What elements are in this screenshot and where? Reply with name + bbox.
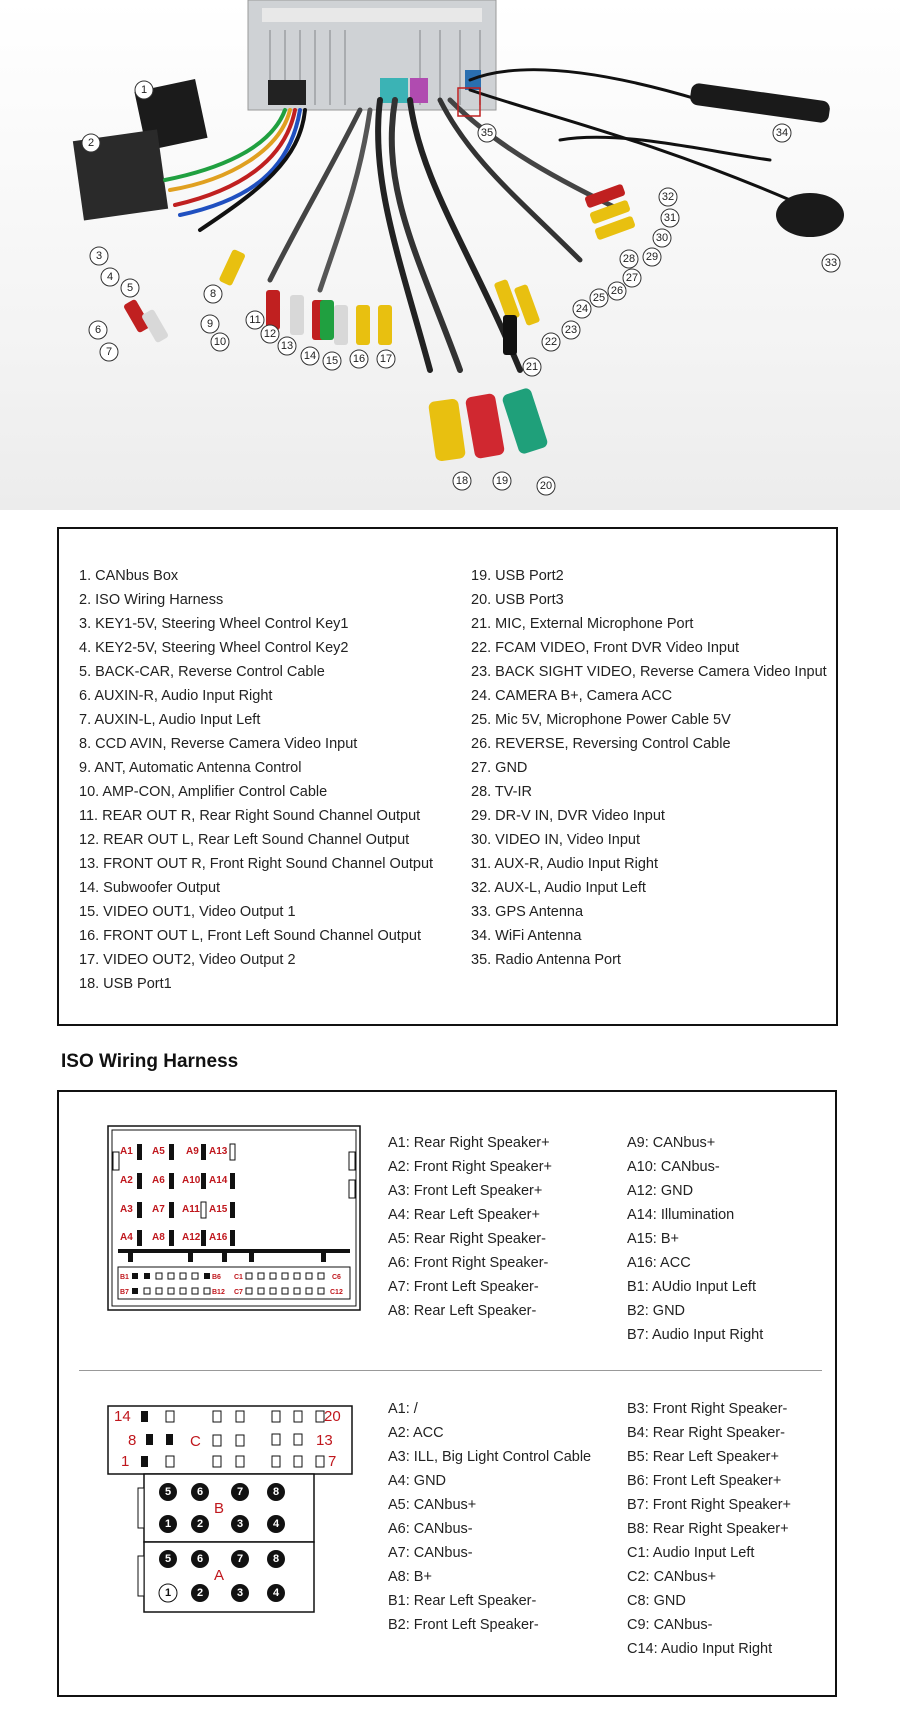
legend-item: 16. FRONT OUT L, Front Left Sound Channel Output bbox=[79, 928, 421, 944]
pin-item: A15: B+ bbox=[627, 1231, 679, 1247]
legend-item: 14. Subwoofer Output bbox=[79, 880, 221, 896]
pin-item: A1: / bbox=[388, 1401, 418, 1417]
svg-text:23: 23 bbox=[564, 324, 578, 336]
svg-text:9: 9 bbox=[206, 318, 214, 330]
svg-text:7: 7 bbox=[236, 1553, 244, 1565]
svg-text:C12: C12 bbox=[330, 1289, 343, 1296]
legend-item: 10. AMP-CON, Amplifier Control Cable bbox=[79, 784, 328, 800]
pin-item: B2: Front Left Speaker- bbox=[388, 1617, 539, 1633]
svg-text:A7: A7 bbox=[152, 1204, 165, 1215]
svg-text:1: 1 bbox=[140, 84, 148, 96]
svg-text:14: 14 bbox=[303, 350, 317, 362]
connector1-pins-column-1 bbox=[388, 1131, 552, 1323]
svg-text:26: 26 bbox=[610, 285, 624, 297]
svg-text:3: 3 bbox=[236, 1518, 244, 1530]
legend-item: 12. REAR OUT L, Rear Left Sound Channel Output bbox=[79, 832, 410, 848]
callout-32 bbox=[659, 188, 677, 206]
legend-item: 5. BACK-CAR, Reverse Control Cable bbox=[79, 664, 325, 680]
callout-13 bbox=[278, 337, 296, 355]
svg-text:10: 10 bbox=[213, 336, 227, 348]
svg-text:33: 33 bbox=[824, 257, 838, 269]
pin-item: A16: ACC bbox=[627, 1255, 691, 1271]
connector1-pins-column-2 bbox=[627, 1131, 763, 1347]
pin-item: C2: CANbus+ bbox=[627, 1569, 717, 1585]
pin-item: C1: Audio Input Left bbox=[627, 1545, 755, 1561]
pin-item: A12: GND bbox=[627, 1183, 694, 1199]
callout-22 bbox=[542, 333, 560, 351]
callout-16 bbox=[350, 350, 368, 368]
svg-text:13: 13 bbox=[280, 340, 294, 352]
callout-19 bbox=[493, 472, 511, 490]
svg-text:A4: A4 bbox=[120, 1232, 133, 1243]
legend-item: 11. REAR OUT R, Rear Right Sound Channel Output bbox=[79, 808, 421, 824]
svg-text:C1: C1 bbox=[234, 1274, 243, 1281]
svg-text:16: 16 bbox=[352, 353, 366, 365]
svg-text:7: 7 bbox=[236, 1486, 244, 1498]
pin-item: B8: Rear Right Speaker+ bbox=[627, 1521, 789, 1537]
callout-35 bbox=[478, 124, 496, 142]
svg-text:6: 6 bbox=[196, 1486, 204, 1498]
svg-text:2: 2 bbox=[196, 1518, 204, 1530]
pin-item: A10: CANbus- bbox=[627, 1159, 720, 1175]
callout-26 bbox=[608, 282, 626, 300]
pin-item: A7: CANbus- bbox=[388, 1545, 473, 1561]
iso-connector-diagram-2 bbox=[106, 1404, 366, 1634]
svg-text:30: 30 bbox=[655, 232, 669, 244]
svg-text:14: 14 bbox=[114, 1408, 131, 1425]
iso-connector-diagram-1 bbox=[106, 1124, 366, 1314]
callout-30 bbox=[653, 229, 671, 247]
pin-item: B2: GND bbox=[627, 1303, 686, 1319]
callout-3 bbox=[90, 247, 108, 265]
section-divider bbox=[79, 1370, 822, 1371]
svg-text:8: 8 bbox=[272, 1553, 280, 1565]
legend-item: 27. GND bbox=[471, 760, 528, 776]
pin-item: A5: CANbus+ bbox=[388, 1497, 477, 1513]
callout-28 bbox=[620, 250, 638, 268]
callout-24 bbox=[573, 300, 591, 318]
callout-14 bbox=[301, 347, 319, 365]
callout-8 bbox=[204, 285, 222, 303]
pin-item: C14: Audio Input Right bbox=[627, 1641, 773, 1657]
wiring-harness-photo bbox=[0, 0, 900, 510]
svg-text:6: 6 bbox=[94, 324, 102, 336]
pin-item: A4: Rear Left Speaker+ bbox=[388, 1207, 540, 1223]
svg-text:B: B bbox=[214, 1500, 225, 1517]
svg-text:27: 27 bbox=[625, 272, 639, 284]
svg-text:5: 5 bbox=[164, 1553, 172, 1565]
pin-item: A4: GND bbox=[388, 1473, 447, 1489]
callout-29 bbox=[643, 248, 661, 266]
svg-text:5: 5 bbox=[126, 282, 134, 294]
callout-31 bbox=[661, 209, 679, 227]
callout-9 bbox=[201, 315, 219, 333]
svg-text:B7: B7 bbox=[120, 1289, 129, 1296]
iso-wiring-box bbox=[57, 1090, 837, 1697]
svg-text:21: 21 bbox=[525, 361, 539, 373]
svg-text:3: 3 bbox=[95, 250, 103, 262]
legend-item: 3. KEY1-5V, Steering Wheel Control Key1 bbox=[79, 616, 349, 632]
svg-text:4: 4 bbox=[272, 1518, 280, 1530]
legend-item: 18. USB Port1 bbox=[79, 976, 172, 992]
svg-text:25: 25 bbox=[592, 292, 606, 304]
svg-text:4: 4 bbox=[106, 271, 114, 283]
callout-25 bbox=[590, 289, 608, 307]
legend-item: 35. Radio Antenna Port bbox=[471, 952, 621, 968]
callout-6 bbox=[89, 321, 107, 339]
svg-text:A6: A6 bbox=[152, 1175, 165, 1186]
legend-item: 34. WiFi Antenna bbox=[471, 928, 582, 944]
svg-text:A2: A2 bbox=[120, 1175, 133, 1186]
legend-item: 29. DR-V IN, DVR Video Input bbox=[471, 808, 665, 824]
callout-23 bbox=[562, 321, 580, 339]
connector2-pins-column-2 bbox=[627, 1397, 791, 1661]
callout-5 bbox=[121, 279, 139, 297]
svg-text:15: 15 bbox=[325, 355, 339, 367]
svg-text:1: 1 bbox=[164, 1587, 172, 1599]
svg-text:C: C bbox=[190, 1433, 201, 1450]
callout-7 bbox=[100, 343, 118, 361]
components-legend bbox=[57, 527, 838, 1026]
legend-column-left bbox=[79, 564, 433, 996]
svg-text:A16: A16 bbox=[209, 1232, 228, 1243]
callout-34 bbox=[773, 124, 791, 142]
svg-text:13: 13 bbox=[316, 1432, 333, 1449]
svg-text:3: 3 bbox=[236, 1587, 244, 1599]
svg-text:6: 6 bbox=[196, 1553, 204, 1565]
callout-12 bbox=[261, 325, 279, 343]
pin-item: A9: CANbus+ bbox=[627, 1135, 716, 1151]
pin-item: A14: Illumination bbox=[627, 1207, 735, 1223]
legend-item: 24. CAMERA B+, Camera ACC bbox=[471, 688, 673, 704]
callout-18 bbox=[453, 472, 471, 490]
legend-column-right bbox=[471, 564, 827, 972]
svg-text:8: 8 bbox=[128, 1432, 137, 1449]
svg-text:7: 7 bbox=[105, 346, 113, 358]
legend-item: 6. AUXIN-R, Audio Input Right bbox=[79, 688, 273, 704]
legend-item: 19. USB Port2 bbox=[471, 568, 564, 584]
pin-item: A7: Front Left Speaker- bbox=[388, 1279, 539, 1295]
svg-text:A: A bbox=[214, 1567, 225, 1584]
pin-item: A1: Rear Right Speaker+ bbox=[388, 1135, 550, 1151]
svg-text:7: 7 bbox=[328, 1453, 337, 1470]
svg-text:34: 34 bbox=[775, 127, 789, 139]
svg-text:12: 12 bbox=[263, 328, 277, 340]
svg-text:1: 1 bbox=[121, 1453, 130, 1470]
pin-item: B6: Front Left Speaker+ bbox=[627, 1473, 782, 1489]
svg-text:B1: B1 bbox=[120, 1274, 129, 1281]
pin-item: A8: Rear Left Speaker- bbox=[388, 1303, 537, 1319]
svg-text:8: 8 bbox=[209, 288, 217, 300]
pin-item: A2: ACC bbox=[388, 1425, 444, 1441]
callout-11 bbox=[246, 311, 264, 329]
svg-text:1: 1 bbox=[164, 1518, 172, 1530]
svg-text:A15: A15 bbox=[209, 1204, 228, 1215]
pin-item: A2: Front Right Speaker+ bbox=[388, 1159, 553, 1175]
pin-item: B3: Front Right Speaker- bbox=[627, 1401, 788, 1417]
callout-33 bbox=[822, 254, 840, 272]
legend-item: 8. CCD AVIN, Reverse Camera Video Input bbox=[79, 736, 358, 752]
callout-2 bbox=[82, 134, 100, 152]
legend-item: 9. ANT, Automatic Antenna Control bbox=[79, 760, 302, 776]
callout-4 bbox=[101, 268, 119, 286]
pin-item: A6: Front Right Speaker- bbox=[388, 1255, 549, 1271]
callout-27 bbox=[623, 269, 641, 287]
svg-text:B12: B12 bbox=[212, 1289, 225, 1296]
pin-item: B5: Rear Left Speaker+ bbox=[627, 1449, 779, 1465]
pin-item: A8: B+ bbox=[388, 1569, 432, 1585]
svg-text:C7: C7 bbox=[234, 1289, 243, 1296]
svg-text:2: 2 bbox=[196, 1587, 204, 1599]
legend-item: 15. VIDEO OUT1, Video Output 1 bbox=[79, 904, 296, 920]
svg-text:19: 19 bbox=[495, 475, 509, 487]
svg-text:17: 17 bbox=[379, 353, 393, 365]
svg-text:B6: B6 bbox=[212, 1274, 221, 1281]
svg-text:A3: A3 bbox=[120, 1204, 133, 1215]
callout-17 bbox=[377, 350, 395, 368]
svg-text:22: 22 bbox=[544, 336, 558, 348]
pin-item: B7: Front Right Speaker+ bbox=[627, 1497, 792, 1513]
svg-text:4: 4 bbox=[272, 1587, 280, 1599]
legend-item: 28. TV-IR bbox=[471, 784, 532, 800]
svg-text:31: 31 bbox=[663, 212, 677, 224]
callout-15 bbox=[323, 352, 341, 370]
svg-text:35: 35 bbox=[480, 127, 494, 139]
svg-text:C6: C6 bbox=[332, 1274, 341, 1281]
svg-text:A14: A14 bbox=[209, 1175, 228, 1186]
callout-20 bbox=[537, 477, 555, 495]
legend-item: 22. FCAM VIDEO, Front DVR Video Input bbox=[471, 640, 740, 656]
pin-item: A3: Front Left Speaker+ bbox=[388, 1183, 543, 1199]
legend-item: 4. KEY2-5V, Steering Wheel Control Key2 bbox=[79, 640, 349, 656]
pin-item: A5: Rear Right Speaker- bbox=[388, 1231, 546, 1247]
legend-item: 7. AUXIN-L, Audio Input Left bbox=[79, 712, 261, 728]
svg-text:29: 29 bbox=[645, 251, 659, 263]
legend-item: 20. USB Port3 bbox=[471, 592, 564, 608]
svg-text:A9: A9 bbox=[186, 1146, 199, 1157]
pin-item: B1: Rear Left Speaker- bbox=[388, 1593, 537, 1609]
pin-item: B7: Audio Input Right bbox=[627, 1327, 764, 1343]
pin-item: B1: AUdio Input Left bbox=[627, 1279, 756, 1295]
legend-item: 33. GPS Antenna bbox=[471, 904, 584, 920]
svg-text:32: 32 bbox=[661, 191, 675, 203]
svg-text:20: 20 bbox=[324, 1408, 341, 1425]
legend-item: 23. BACK SIGHT VIDEO, Reverse Camera Video Input bbox=[471, 664, 827, 680]
legend-item: 2. ISO Wiring Harness bbox=[79, 592, 224, 608]
iso-section-title: ISO Wiring Harness bbox=[61, 1051, 239, 1072]
legend-item: 13. FRONT OUT R, Front Right Sound Channel Output bbox=[79, 856, 434, 872]
svg-text:11: 11 bbox=[249, 314, 261, 326]
svg-text:18: 18 bbox=[455, 475, 469, 487]
callout-1 bbox=[135, 81, 153, 99]
legend-item: 32. AUX-L, Audio Input Left bbox=[471, 880, 646, 896]
legend-item: 1. CANbus Box bbox=[79, 568, 179, 584]
svg-text:5: 5 bbox=[164, 1486, 172, 1498]
svg-text:A11: A11 bbox=[182, 1204, 200, 1215]
svg-text:A12: A12 bbox=[182, 1232, 201, 1243]
connector2-pins-column-1 bbox=[388, 1397, 591, 1637]
legend-item: 26. REVERSE, Reversing Control Cable bbox=[471, 736, 731, 752]
legend-item: 31. AUX-R, Audio Input Right bbox=[471, 856, 658, 872]
legend-item: 17. VIDEO OUT2, Video Output 2 bbox=[79, 952, 296, 968]
callout-10 bbox=[211, 333, 229, 351]
callout-21 bbox=[523, 358, 541, 376]
svg-text:A8: A8 bbox=[152, 1232, 165, 1243]
svg-text:A10: A10 bbox=[182, 1175, 201, 1186]
legend-item: 30. VIDEO IN, Video Input bbox=[471, 832, 640, 848]
legend-item: 25. Mic 5V, Microphone Power Cable 5V bbox=[471, 712, 731, 728]
pin-item: C9: CANbus- bbox=[627, 1617, 713, 1633]
pin-item: A3: ILL, Big Light Control Cable bbox=[388, 1449, 592, 1465]
svg-text:8: 8 bbox=[272, 1486, 280, 1498]
svg-text:A1: A1 bbox=[120, 1146, 133, 1157]
svg-text:A13: A13 bbox=[209, 1146, 228, 1157]
svg-text:28: 28 bbox=[622, 253, 636, 265]
pin-item: B4: Rear Right Speaker- bbox=[627, 1425, 785, 1441]
harness-illustration bbox=[0, 0, 900, 510]
legend-item: 21. MIC, External Microphone Port bbox=[471, 616, 694, 632]
pin-item: A6: CANbus- bbox=[388, 1521, 473, 1537]
svg-text:24: 24 bbox=[575, 303, 589, 315]
pin-item: C8: GND bbox=[627, 1593, 686, 1609]
svg-text:20: 20 bbox=[539, 480, 553, 492]
svg-text:A5: A5 bbox=[152, 1146, 165, 1157]
svg-text:2: 2 bbox=[87, 137, 95, 149]
